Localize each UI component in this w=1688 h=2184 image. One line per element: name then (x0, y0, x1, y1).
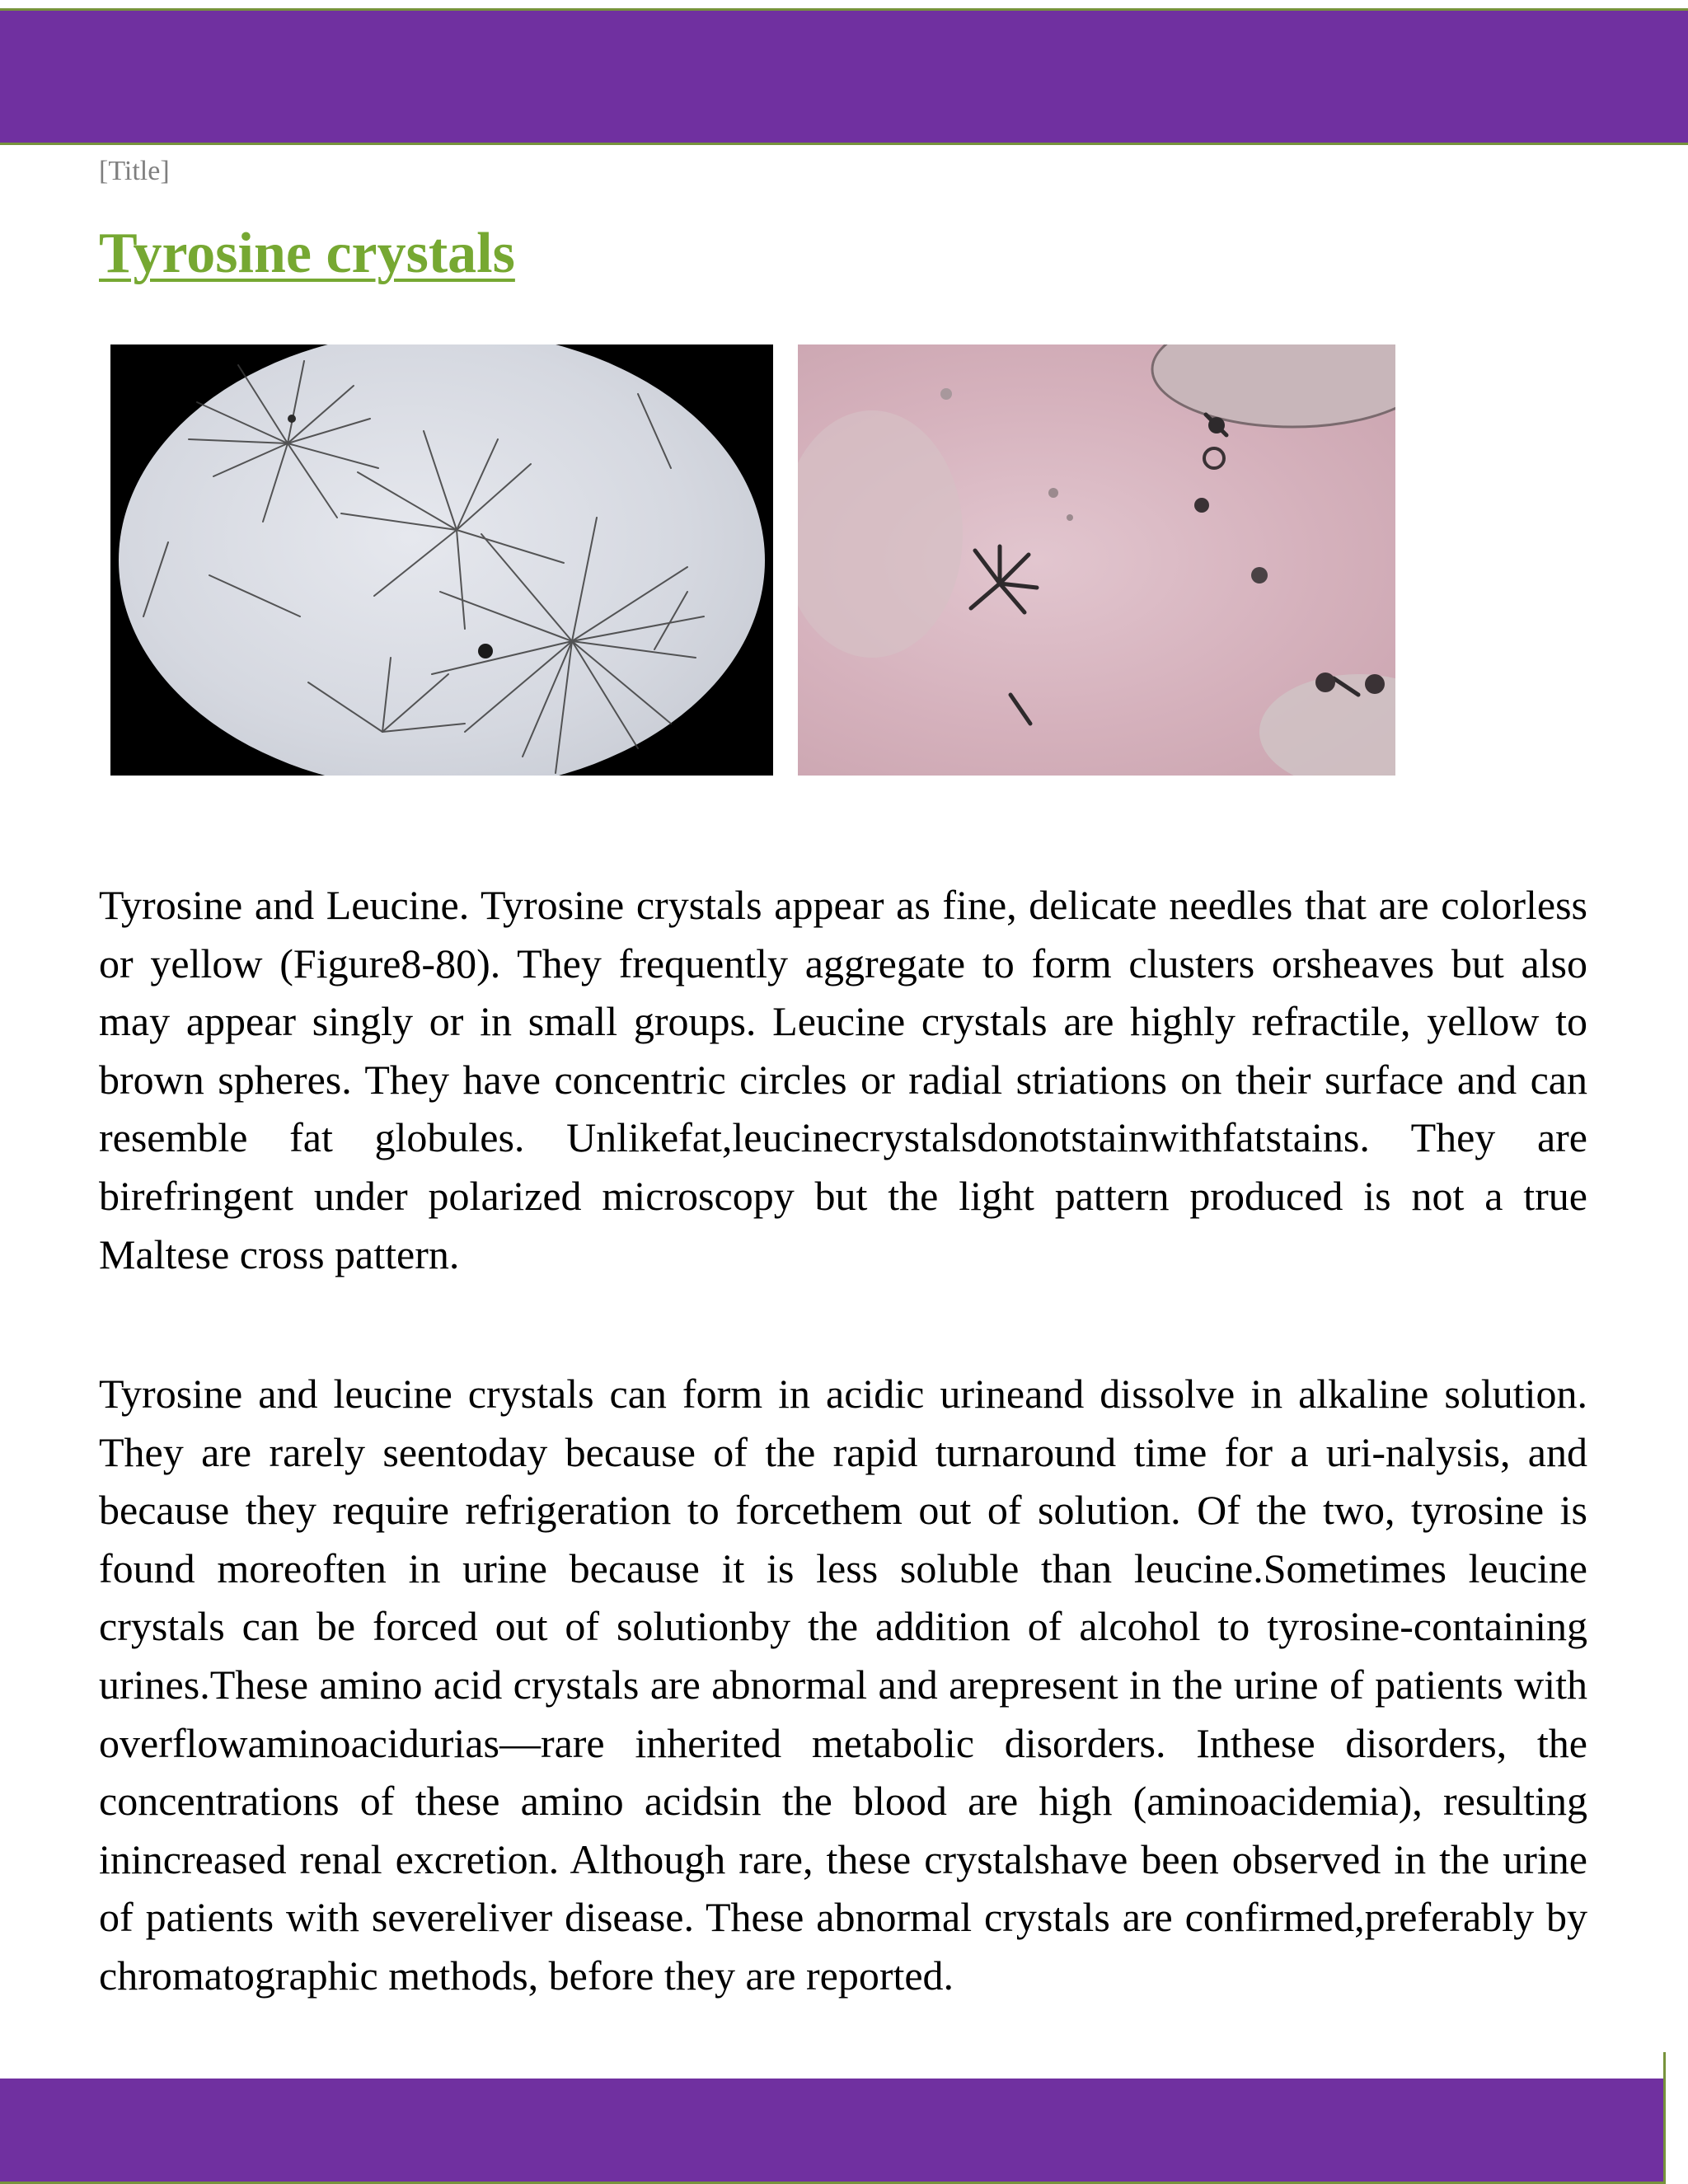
micrograph-tyrosine-needles (110, 344, 773, 776)
footer-edge-line (1663, 2052, 1688, 2184)
footer-band (0, 2079, 1663, 2184)
micrograph-tyrosine-clusters (798, 344, 1395, 776)
stained-sediment-graphic (798, 344, 1395, 776)
section-heading: Tyrosine crystals (99, 222, 515, 285)
paragraph-1: Tyrosine and Leucine. Tyrosine crystals appear as fine, delicate needles that are colorless or yellow (Figure8-80). They frequently aggregate to form clusters orsheaves but also may appear singly or in small groups. Leucine crystals are highly refractile, yellow to brown spheres. They have concentric circles or radial striations on their surface and can resemble fat globules. Unlikefat,leucinecrystalsdonotstainwithfatstains. They are birefringent under polarized microscopy but the light pattern produced is not a true Maltese cross pattern. (99, 882, 1587, 1277)
needle-clusters-graphic (110, 344, 773, 776)
paragraph-2: Tyrosine and leucine crystals can form in acidic urineand dissolve in alkaline solution. They are rarely seentoday because of the rapid turnaround time for a uri-nalysis, and because they require refrigeration to forcethem out of solution. Of the two, tyrosine is found moreoften in urine because it is less soluble than leucine.Sometimes leucine crystals can be forced out of solutionby the addition of alcohol to tyrosine-containing urines.These amino acid crystals are abnormal and arepresent in the urine of patients with overflowaminoacidurias—rare inherited metabolic disorders. Inthese disorders, the concentrations of these amino acidsin the blood are high (aminoacidemia), resulting inincreased renal excretion. Although rare, these crystalshave been observed in the urine of patients with severeliver disease. These abnormal crystals are confirmed,preferably by chromatographic methods, before they are reported. (99, 1371, 1587, 1999)
header-band (0, 8, 1688, 145)
title-placeholder[interactable]: [Title] (99, 156, 170, 186)
